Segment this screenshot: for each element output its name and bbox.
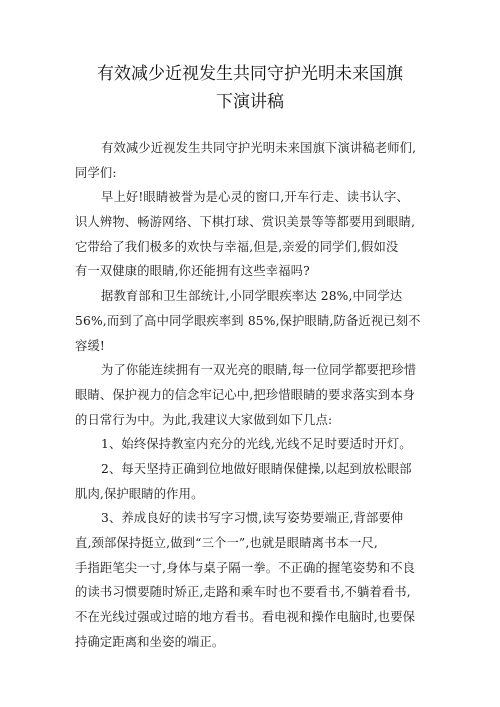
document-title-line-1: 有效减少近视发生共同守护光明未来国旗 xyxy=(97,64,403,84)
paragraph-line: 有效减少近视发生共同守护光明未来国旗下演讲稿老师们, xyxy=(101,141,417,155)
paragraph-line: 手指距笔尖一寸,身体与桌子隔一拳。不正确的握笔姿势和不良 xyxy=(75,560,416,575)
paragraph-line: 的日常行为中。为此,我建议大家做到如下几点: xyxy=(75,412,333,427)
paragraph-line: 肌肉,保护眼睛的作用。 xyxy=(75,486,204,501)
paragraph-line: 持确定距离和坐姿的端正。 xyxy=(75,634,225,649)
paragraph-line: 它带给了我们极多的欢快与幸福,但是,亲爱的同学们,假如没 xyxy=(75,239,399,254)
paragraph-line: 据教育部和卫生部统计,小同学眼疾率达 28%,中同学达 xyxy=(101,289,403,304)
paragraph-line: 56%,而到了高中同学眼疾率到 85%,保护眼睛,防备近视已刻不 xyxy=(75,313,421,328)
list-item-2: 2、每天坚持正确到位地做好眼睛保健操,以起到放松眼部 xyxy=(101,461,412,476)
paragraph-line: 直,颈部保持挺立,做到“三个一”,也就是眼睛离书本一尺, xyxy=(75,536,378,550)
paragraph-line: 容缓! xyxy=(75,338,105,353)
paragraph-line: 的读书习惯要随时矫正,走路和乘车时也不要看书,不躺着看书, xyxy=(75,585,411,600)
document-body xyxy=(75,136,440,654)
list-item-1: 1、始终保持教室内充分的光线,光线不足时要适时开灯。 xyxy=(101,437,412,452)
paragraph-line: 有一双健康的眼睛,你还能拥有这些幸福吗? xyxy=(75,264,310,279)
paragraph-line: 识人辨物、畅游网络、下棋打球、赏识美景等等都要用到眼睛, xyxy=(75,215,416,230)
paragraph-line: 眼睛、保护视力的信念牢记心中,把珍惜眼睛的要求落实到本身 xyxy=(75,387,416,402)
list-item-3: 3、养成良好的读书写字习惯,读写姿势要端正,背部要伸 xyxy=(101,511,404,526)
paragraph-line: 为了你能连续拥有一双光亮的眼睛,每一位同学都要把珍惜 xyxy=(101,363,417,378)
paragraph-line: 不在光线过强或过暗的地方看书。看电视和操作电脑时,也要保 xyxy=(75,610,416,625)
paragraph-line: 同学们: xyxy=(75,165,117,180)
document-title-line-2: 下演讲稿 xyxy=(216,92,284,112)
paragraph-line: 早上好!眼睛被誉为是心灵的窗口,开车行走、读书认字、 xyxy=(101,190,409,205)
